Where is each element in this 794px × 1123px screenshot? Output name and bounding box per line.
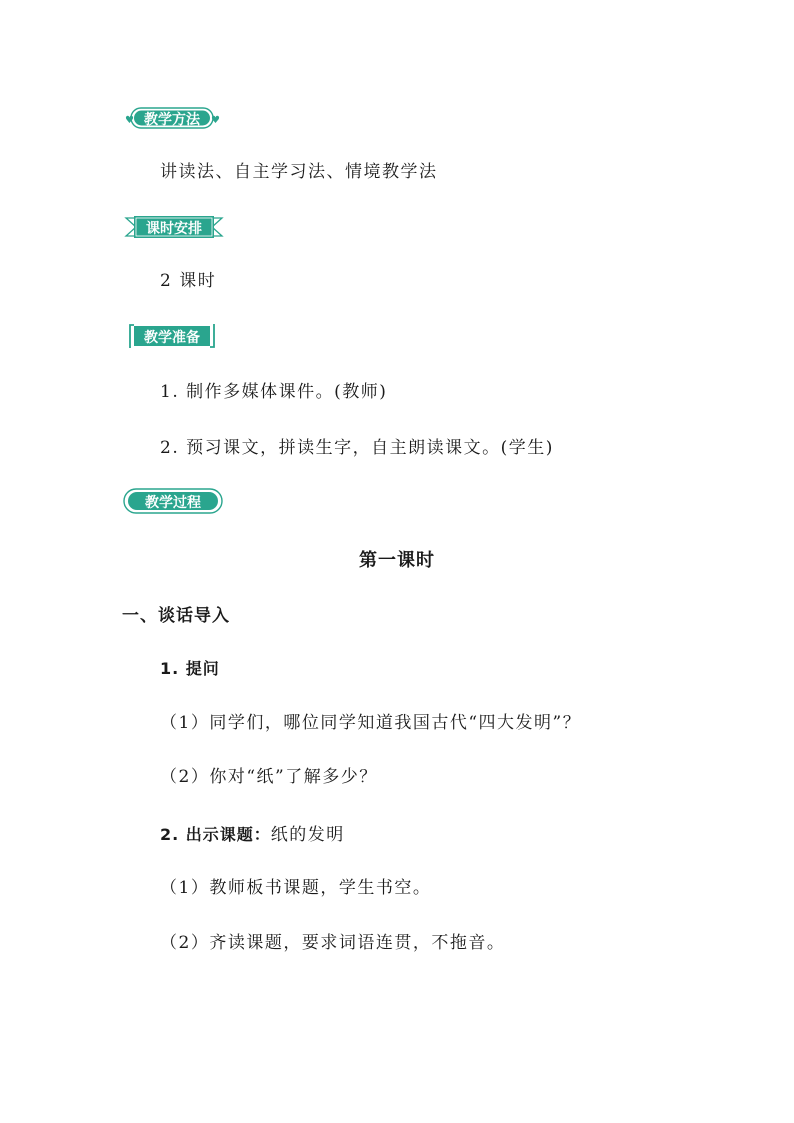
prep-item-2: 2. 预习课文，拼读生字，自主朗读课文。(学生)	[160, 438, 554, 458]
schedule-content: 2 课时	[160, 271, 217, 291]
step2-value: 纸的发明	[270, 825, 345, 845]
badge-label: 教学方法	[144, 112, 200, 128]
badge-label: 教学准备	[144, 330, 200, 346]
step1-label: 1. 提问	[160, 659, 220, 678]
step1-item-1: （1）同学们，哪位同学知道我国古代“四大发明”？	[160, 713, 582, 733]
lesson-title: 第一课时	[359, 550, 435, 571]
step2-item-1: （1）教师板书课题，学生书空。	[160, 878, 432, 898]
part-heading: 一、谈话导入	[122, 606, 230, 626]
step2-label: 2. 出示课题：	[160, 825, 271, 844]
badge-label: 课时安排	[146, 221, 202, 237]
step2-item-2: （2）齐读课题，要求词语连贯，不拖音。	[160, 933, 506, 953]
svg-text:♥: ♥	[211, 115, 220, 126]
prep-item-1: 1. 制作多媒体课件。(教师)	[160, 382, 388, 402]
badge-label: 教学过程	[145, 495, 201, 511]
badge-process	[122, 487, 224, 515]
step1-item-2: （2）你对“纸”了解多少？	[160, 767, 378, 787]
badge-schedule	[124, 214, 224, 240]
svg-text:♥: ♥	[125, 115, 134, 126]
badge-preparation	[128, 322, 216, 350]
badge-teaching-method	[122, 106, 222, 130]
step2-line	[160, 822, 345, 845]
method-content: 讲读法、自主学习法、情境教学法	[160, 162, 438, 182]
